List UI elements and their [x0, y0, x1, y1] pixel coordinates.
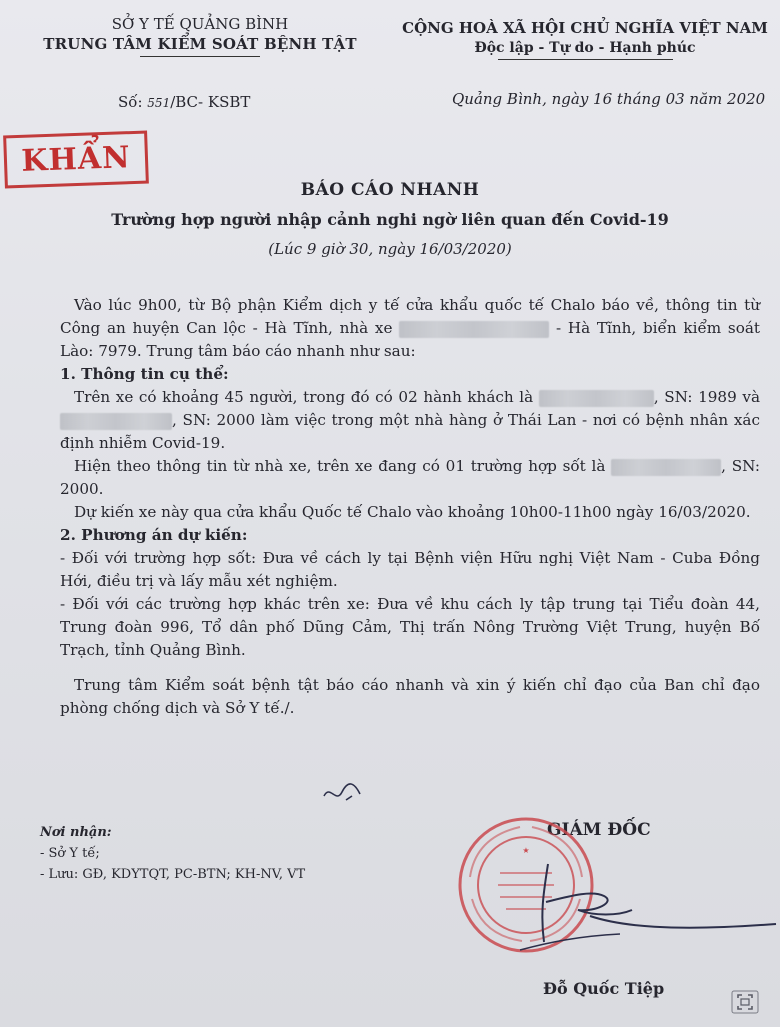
expand-image-icon[interactable]: [731, 990, 759, 1014]
report-subtitle: Trường hợp người nhập cảnh nghi ngờ liên quan đến Covid-19: [111, 210, 669, 229]
section1-paragraph2: [60, 455, 760, 501]
doc-number-prefix: Số:: [118, 93, 143, 111]
recipient-item: - Lưu: GĐ, KDYTQT, PC-BTN; KH-NV, VT: [40, 867, 306, 882]
report-body: [60, 294, 760, 720]
s1-p1-text-c: , SN: 2000 làm việc trong một nhà hàng ở Thái Lan - nơi có bệnh nhân xác định nhiễm Covid-19.: [60, 411, 760, 452]
issuing-agency-header: [30, 14, 370, 57]
s1-p2-text-b: , SN: 2000.: [60, 457, 760, 498]
header-left-underline: [140, 56, 260, 57]
svg-text:★: ★: [522, 846, 530, 855]
recipients-label: Nơi nhận:: [40, 825, 112, 840]
national-header: [390, 18, 780, 60]
agency-name: SỞ Y TẾ QUẢNG BÌNH: [111, 15, 289, 33]
nation-name: CỘNG HOÀ XÃ HỘI CHỦ NGHĨA VIỆT NAM: [402, 19, 768, 37]
report-time: (Lúc 9 giờ 30, ngày 16/03/2020): [268, 240, 512, 258]
date-line: Quảng Bình, ngày 16 tháng 03 năm 2020: [452, 90, 766, 108]
redacted-block: [60, 413, 172, 430]
signer-name: Đỗ Quốc Tiệp: [543, 979, 665, 998]
handwritten-signature: [500, 850, 780, 960]
section2-item2: - Đối với các trường hợp khác trên xe: Đưa về khu cách ly tập trung tại Tiểu đoàn 44, Trung đoàn 996, Tổ dân phố Dũng Cảm, Thị trấn Nông Trường Việt Trung, huyện Bố Trạch, tỉnh Quảng Bình.: [60, 595, 760, 659]
doc-number-value: 551: [147, 96, 171, 110]
closing-paragraph: Trung tâm Kiểm soát bệnh tật báo cáo nhanh và xin ý kiến chỉ đạo của Ban chỉ đạo phòng chống dịch và Sở Y tế./.: [60, 676, 760, 717]
document-number: [118, 93, 250, 111]
intro-paragraph: [60, 294, 760, 363]
redacted-block: [539, 390, 654, 407]
section1-paragraph3: Dự kiến xe này qua cửa khẩu Quốc tế Chalo vào khoảng 10h00-11h00 ngày 16/03/2020.: [74, 503, 751, 521]
section2-item1: - Đối với trường hợp sốt: Đưa về cách ly tại Bệnh viện Hữu nghị Việt Nam - Cuba Đồng Hới, điều trị và lấy mẫu xét nghiệm.: [60, 549, 760, 590]
center-name: TRUNG TÂM KIỂM SOÁT BỆNH TẬT: [43, 35, 357, 53]
urgent-stamp: KHẨN: [3, 131, 149, 189]
doc-number-suffix: /BC- KSBT: [170, 93, 251, 111]
report-title: BÁO CÁO NHANH: [300, 180, 480, 200]
handwritten-flourish: [320, 778, 368, 808]
s1-p2-text-a: Hiện theo thông tin từ nhà xe, trên xe đang có 01 trường hợp sốt là: [74, 457, 606, 475]
recipient-item: - Sở Y tế;: [40, 846, 100, 861]
intro-text-a: Vào lúc 9h00, từ Bộ phận Kiểm dịch y tế cửa khẩu quốc tế Chalo báo về, thông tin từ Công an huyện Can lộc - Hà Tĩnh, nhà xe: [60, 296, 760, 337]
header-right-underline: [498, 59, 673, 60]
s1-p1-text-b: , SN: 1989 và: [653, 388, 760, 406]
recipients-block: [40, 822, 305, 885]
intro-text-b: - Hà Tĩnh, biển kiểm soát Lào: 7979. Trung tâm báo cáo nhanh như sau:: [60, 319, 761, 360]
redacted-block: [611, 459, 721, 476]
redacted-block: [399, 321, 549, 338]
s1-p1-text-a: Trên xe có khoảng 45 người, trong đó có 02 hành khách là: [74, 388, 534, 406]
section1-heading: 1. Thông tin cụ thể:: [60, 365, 229, 383]
national-motto: Độc lập - Tự do - Hạnh phúc: [474, 40, 696, 56]
section2-heading: 2. Phương án dự kiến:: [60, 526, 248, 544]
signer-title: GIÁM ĐỐC: [547, 820, 651, 840]
section1-paragraph1: [60, 386, 760, 455]
